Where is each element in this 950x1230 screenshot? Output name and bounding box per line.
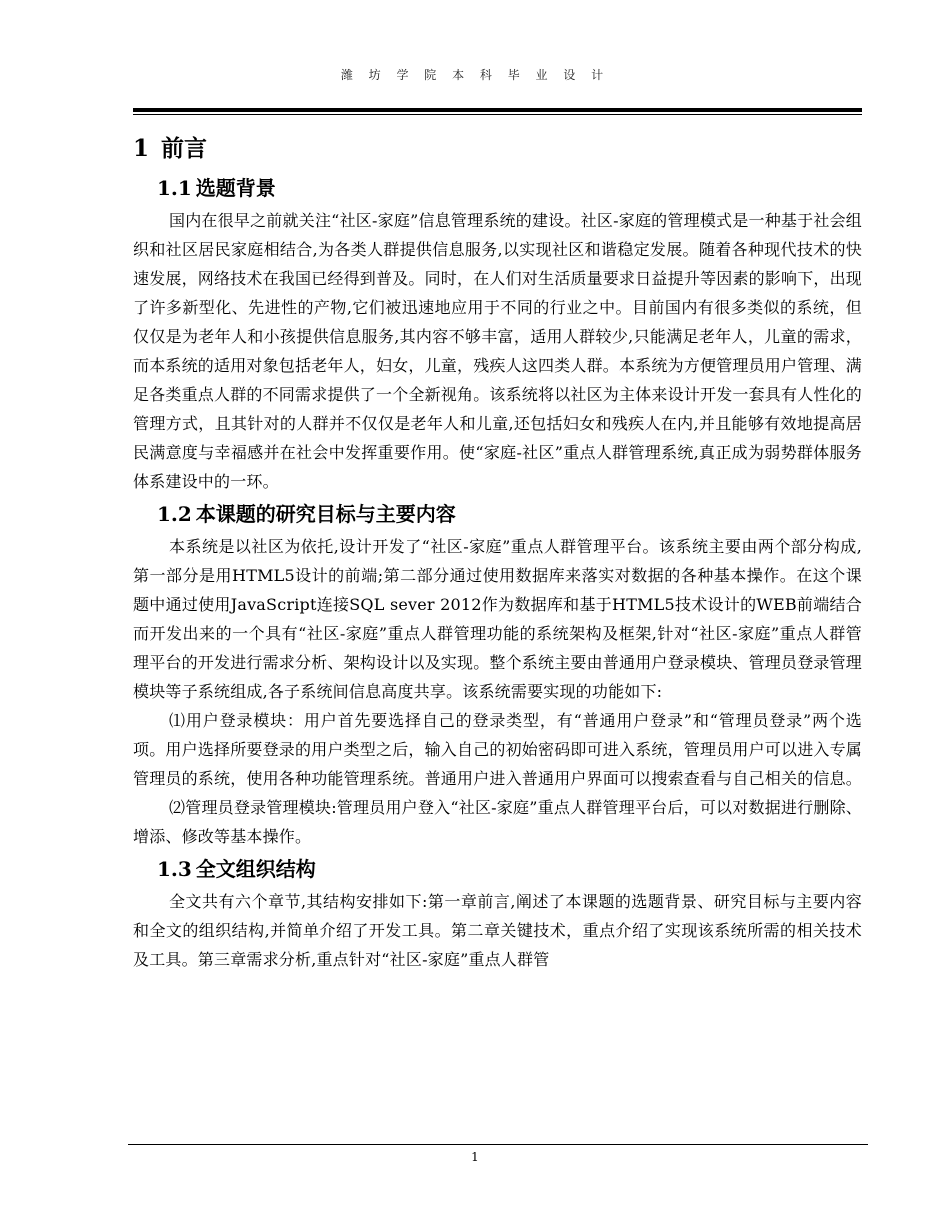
chapter-title: 前言: [161, 135, 208, 162]
header-rule-thin: [133, 114, 862, 115]
chapter-number: 1: [133, 135, 150, 162]
paragraph-organization: 全文共有六个章节,其结构安排如下:第一章前言,阐述了本课题的选题背景、研究目标与主要内容和全文的组织结构,并简单介绍了开发工具。第二章关键技术，重点介绍了实现该系统所需的相关技术及工具。第三章需求分析,重点针对“社区-家庭”重点人群管: [133, 892, 862, 969]
section-title: 选题背景: [195, 176, 276, 200]
footer-rule: [128, 1144, 868, 1145]
paragraph-admin-module: ⑵管理员登录管理模块:管理员用户登入“社区-家庭”重点人群管理平台后，可以对数据进行删除、增添、修改等基本操作。: [133, 798, 862, 846]
paragraph-user-login-module: ⑴用户登录模块：用户首先要选择自己的登录类型，有“普通用户登录”和“管理员登录”两个选项。用户选择所要登录的用户类型之后，输入自己的初始密码即可进入系统，管理员用户可以进入专属管理员的系统，使用各种功能管理系统。普通用户进入普通用户界面可以搜索查看与自己相关的信息。: [133, 711, 863, 788]
section-heading-1-2: [133, 496, 862, 532]
running-header: 潍 坊 学 院 本 科 毕 业 设 计: [340, 68, 610, 82]
section-heading-1-1: [133, 170, 862, 206]
page-number: 1: [471, 1150, 479, 1164]
chapter-heading: [133, 128, 862, 170]
page-body: [133, 128, 862, 974]
section-number: 1.2: [157, 502, 192, 526]
paragraph-selection-background: 国内在很早之前就关注“社区-家庭”信息管理系统的建设。社区-家庭的管理模式是一种基于社会组织和社区居民家庭相结合,为各类人群提供信息服务,以实现社区和谐稳定发展。随着各种现代技术的快速发展，网络技术在我国已经得到普及。同时，在人们对生活质量要求日益提升等因素的影响下，出现了许多新型化、先进性的产物,它们被迅速地应用于不同的行业之中。目前国内有很多类似的系统，但仅仅是为老年人和小孩提供信息服务,其内容不够丰富，适用人群较少,只能满足老年人，儿童的需求，而本系统的适用对象包括老年人，妇女，儿童，残疾人这四类人群。本系统为方便管理员用户管理、满足各类重点人群的不同需求提供了一个全新视角。该系统将以社区为主体来设计开发一套具有人性化的管理方式，且其针对的人群并不仅仅是老年人和儿童,还包括妇女和残疾人在内,并且能够有效地提高居民满意度与幸福感并在社会中发挥重要作用。使“家庭-社区”重点人群管理系统,真正成为弱势群体服务体系建设中的一环。: [133, 211, 863, 491]
paragraph-research-goals: 本系统是以社区为依托,设计开发了“社区-家庭”重点人群管理平台。该系统主要由两个部分构成,第一部分是用HTML5设计的前端;第二部分通过使用数据库来落实对数据的各种基本操作。在这个课题中通过使用JavaScript连接SQL sever 2012作为数据库和基于HTML5技术设计的WEB前端结合而开发出来的一个具有“社区-家庭”重点人群管理功能的系统架构及框架,针对“社区-家庭”重点人群管理平台的开发进行需求分析、架构设计以及实现。整个系统主要由普通用户登录模块、管理员登录管理模块等子系统组成,各子系统间信息高度共享。该系统需要实现的功能如下:: [133, 537, 863, 701]
section-number: 1.3: [157, 857, 192, 881]
section-number: 1.1: [157, 176, 192, 200]
section-title: 本课题的研究目标与主要内容: [195, 502, 456, 526]
section-title: 全文组织结构: [195, 857, 316, 881]
section-heading-1-3: [133, 851, 862, 887]
header-rule-thick: [133, 108, 862, 112]
